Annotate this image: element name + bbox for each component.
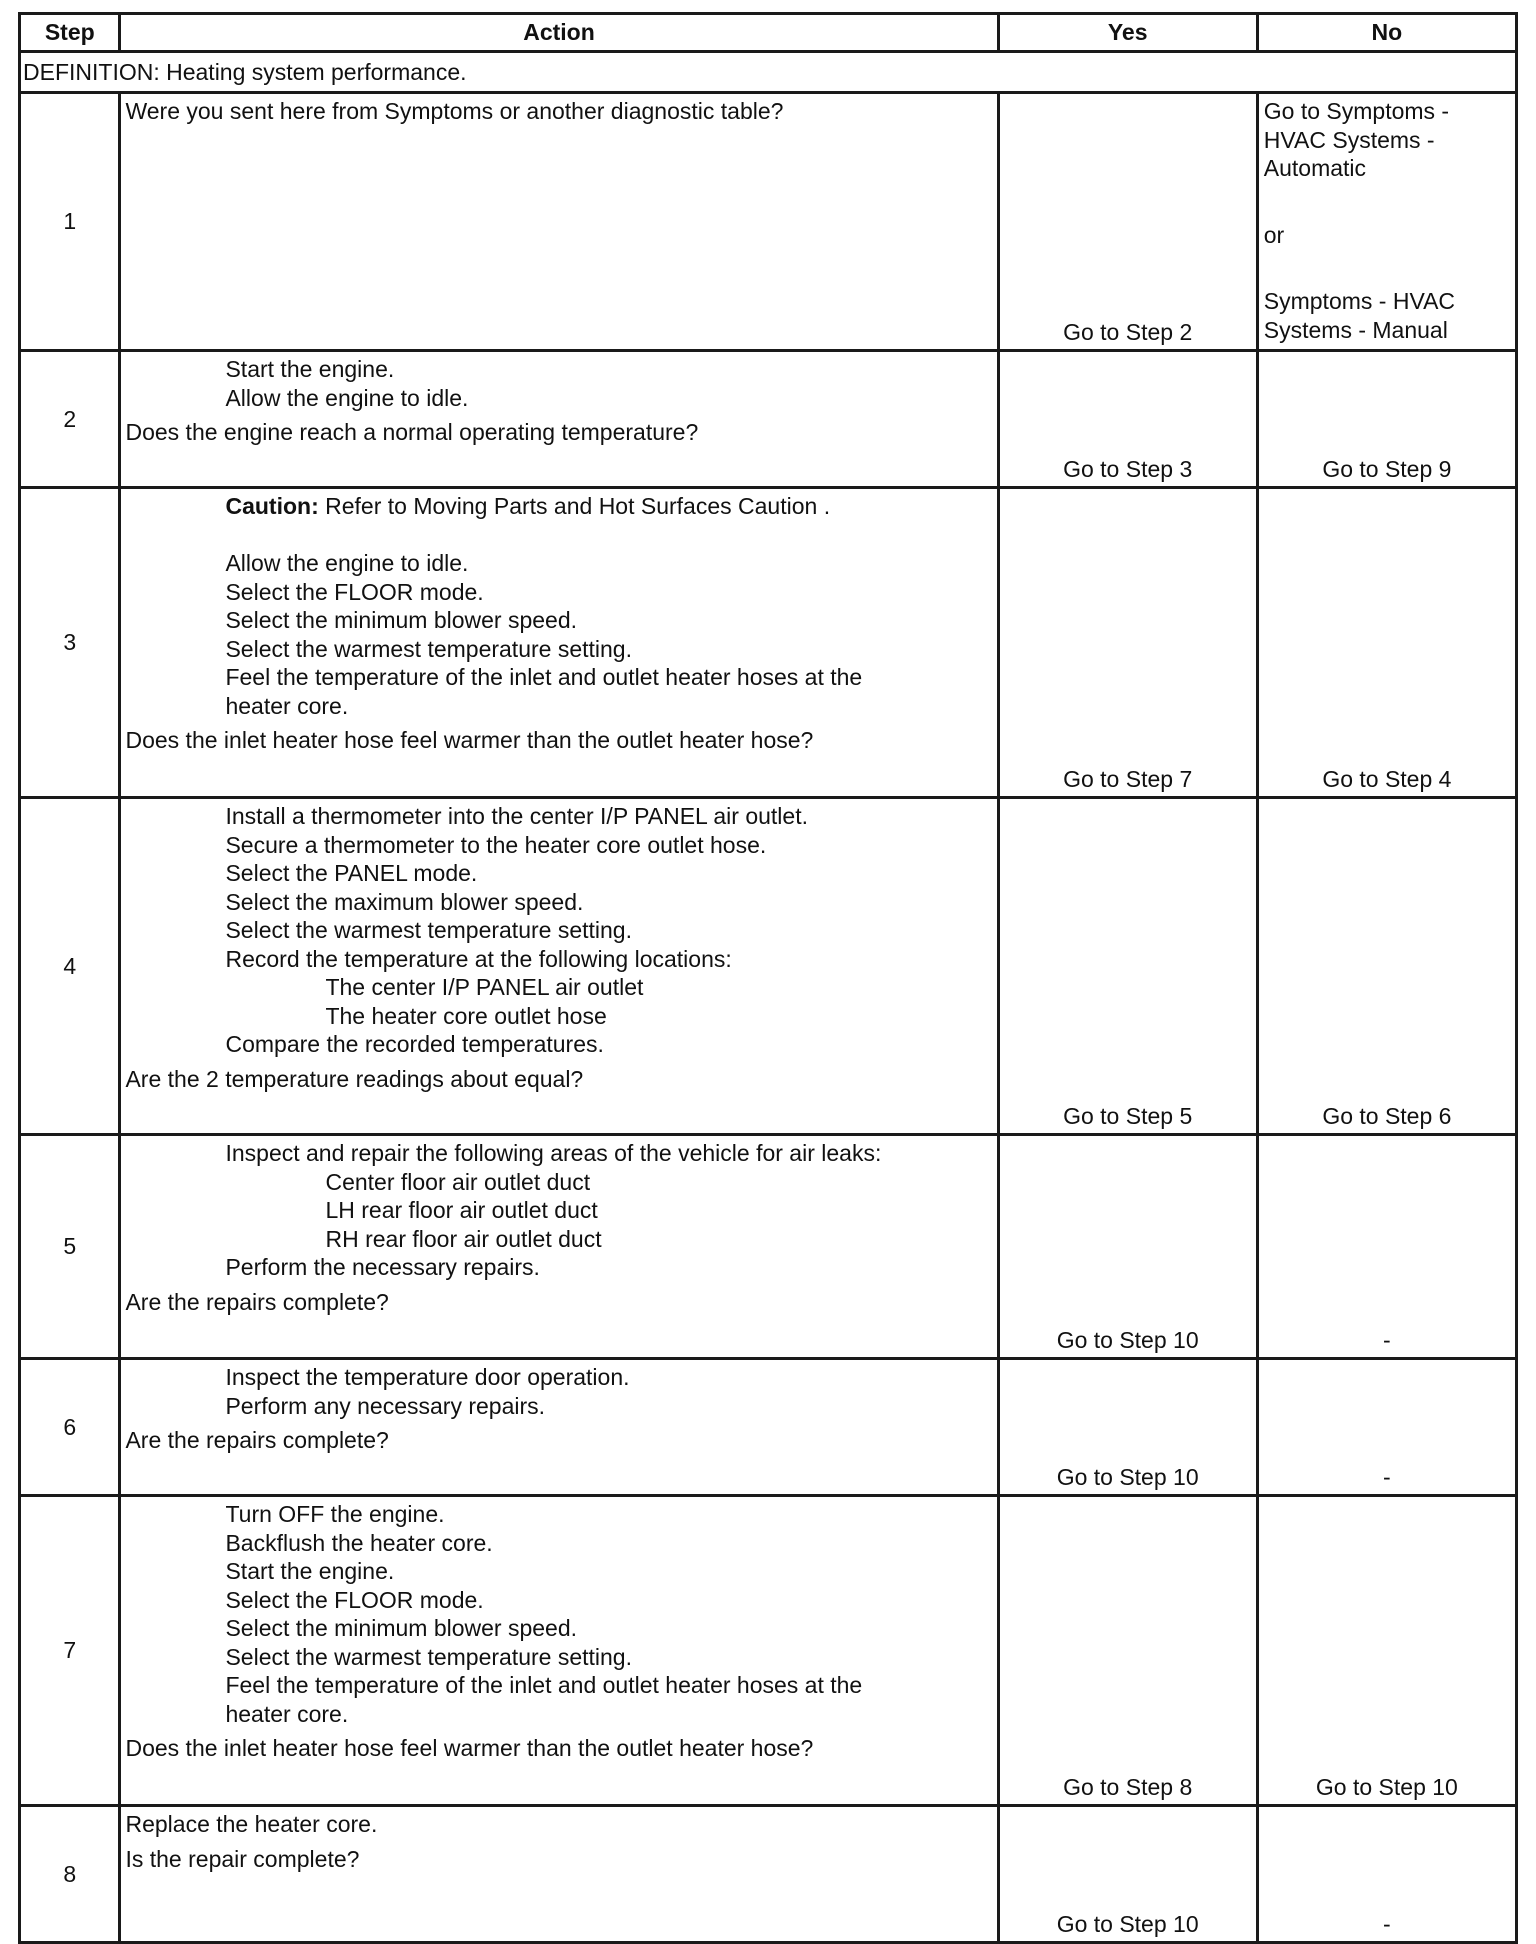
action-line: heater core.: [225, 692, 349, 719]
table-row: [20, 1806, 1517, 1943]
action-line: Select the FLOOR mode.: [225, 1586, 484, 1613]
no-answer: [1257, 93, 1516, 351]
action-line: Feel the temperature of the inlet and outlet heater hoses at the: [225, 664, 863, 690]
no-answer-line: Go to Symptoms -: [1263, 98, 1450, 124]
no-answer-line: Systems - Manual: [1263, 316, 1448, 343]
action-line: Perform any necessary repairs.: [225, 1392, 546, 1419]
action-cell: [120, 351, 998, 488]
yes-answer: Go to Step 10: [998, 1359, 1257, 1496]
action-question: Does the inlet heater hose feel warmer than the outlet heater hose?: [125, 1735, 814, 1761]
action-cell: [120, 798, 998, 1135]
action-question: Are the repairs complete?: [125, 1427, 389, 1453]
action-cell: [120, 1806, 998, 1943]
action-line: Select the PANEL mode.: [225, 860, 478, 886]
action-subline: RH rear floor air outlet duct: [325, 1225, 602, 1252]
action-question: Does the engine reach a normal operating temperature?: [125, 419, 699, 445]
no-answer: Go to Step 4: [1257, 488, 1516, 798]
table-row: [20, 93, 1517, 351]
step-number: 6: [20, 1359, 120, 1496]
step-number: 5: [20, 1135, 120, 1359]
action-question: Were you sent here from Symptoms or another diagnostic table?: [125, 98, 784, 124]
action-cell: [120, 93, 998, 351]
step-number: 4: [20, 798, 120, 1135]
caution-line: [125, 492, 996, 521]
no-answer: -: [1257, 1359, 1516, 1496]
action-line: Backflush the heater core.: [225, 1529, 493, 1556]
header-action: Action: [120, 14, 998, 52]
header-no: No: [1257, 14, 1516, 52]
table-row: [20, 351, 1517, 488]
definition-row: [20, 52, 1517, 93]
no-answer: Go to Step 9: [1257, 351, 1516, 488]
action-line: Start the engine.: [225, 356, 395, 382]
action-line: Turn OFF the engine.: [225, 1501, 445, 1527]
action-line: Feel the temperature of the inlet and outlet heater hoses at the: [225, 1672, 863, 1698]
yes-answer: Go to Step 10: [998, 1135, 1257, 1359]
diagnostic-table: [18, 12, 1518, 1944]
no-answer: -: [1257, 1135, 1516, 1359]
action-subline: The heater core outlet hose: [325, 1002, 607, 1029]
action-line: Select the minimum blower speed.: [225, 607, 578, 633]
action-line: Select the FLOOR mode.: [225, 578, 484, 605]
action-line: Record the temperature at the following locations:: [225, 945, 732, 972]
header-step: Step: [20, 14, 120, 52]
action-line: Allow the engine to idle.: [225, 384, 469, 411]
step-number: 8: [20, 1806, 120, 1943]
yes-answer: Go to Step 10: [998, 1806, 1257, 1943]
action-question: Does the inlet heater hose feel warmer than the outlet heater hose?: [125, 727, 814, 753]
step-number: 7: [20, 1496, 120, 1806]
action-line: Select the warmest temperature setting.: [225, 635, 632, 662]
step-number: 2: [20, 351, 120, 488]
yes-answer: Go to Step 5: [998, 798, 1257, 1135]
action-cell: [120, 1135, 998, 1359]
action-question: Are the 2 temperature readings about equal?: [125, 1065, 584, 1092]
action-subline: Center floor air outlet duct: [325, 1168, 591, 1195]
action-line: Select the warmest temperature setting.: [225, 917, 632, 943]
table-row: [20, 488, 1517, 798]
table-header-row: [20, 14, 1517, 52]
table-row: [20, 1496, 1517, 1806]
action-line: Compare the recorded temperatures.: [225, 1031, 604, 1057]
no-answer-line: HVAC Systems -: [1263, 126, 1435, 153]
action-line: Replace the heater core.: [125, 1811, 378, 1837]
action-cell: [120, 488, 998, 798]
action-line: Inspect the temperature door operation.: [225, 1364, 630, 1390]
action-line: Secure a thermometer to the heater core outlet hose.: [225, 831, 767, 858]
no-answer-line: Automatic: [1263, 155, 1367, 181]
yes-answer: Go to Step 3: [998, 351, 1257, 488]
caution-text: Refer to Moving Parts and Hot Surfaces Caution .: [318, 493, 831, 519]
action-line: heater core.: [225, 1700, 349, 1727]
action-line: Inspect and repair the following areas of the vehicle for air leaks:: [225, 1140, 882, 1166]
no-answer: Go to Step 6: [1257, 798, 1516, 1135]
header-yes: Yes: [998, 14, 1257, 52]
table-row: [20, 798, 1517, 1135]
table-row: [20, 1135, 1517, 1359]
no-answer-line: or: [1263, 221, 1285, 248]
action-cell: [120, 1496, 998, 1806]
no-answer: Go to Step 10: [1257, 1496, 1516, 1806]
action-line: Perform the necessary repairs.: [225, 1254, 540, 1280]
table-row: [20, 1359, 1517, 1496]
action-subline: LH rear floor air outlet duct: [325, 1197, 598, 1223]
action-subline: The center I/P PANEL air outlet: [325, 974, 644, 1000]
no-answer: -: [1257, 1806, 1516, 1943]
action-question: Are the repairs complete?: [125, 1288, 389, 1315]
action-line: Select the maximum blower speed.: [225, 888, 584, 915]
no-answer-line: Symptoms - HVAC: [1263, 288, 1456, 314]
definition-text: DEFINITION: Heating system performance.: [20, 52, 1517, 93]
yes-answer: Go to Step 8: [998, 1496, 1257, 1806]
yes-answer: Go to Step 7: [998, 488, 1257, 798]
action-cell: [120, 1359, 998, 1496]
action-question: Is the repair complete?: [125, 1845, 360, 1872]
action-line: Select the warmest temperature setting.: [225, 1643, 632, 1670]
step-number: 1: [20, 93, 120, 351]
yes-answer: Go to Step 2: [998, 93, 1257, 351]
action-line: Start the engine.: [225, 1558, 395, 1584]
action-line: Install a thermometer into the center I/P PANEL air outlet.: [225, 803, 808, 829]
action-line: Allow the engine to idle.: [225, 550, 469, 576]
step-number: 3: [20, 488, 120, 798]
caution-label: Caution:: [225, 493, 319, 519]
action-line: Select the minimum blower speed.: [225, 1615, 578, 1641]
